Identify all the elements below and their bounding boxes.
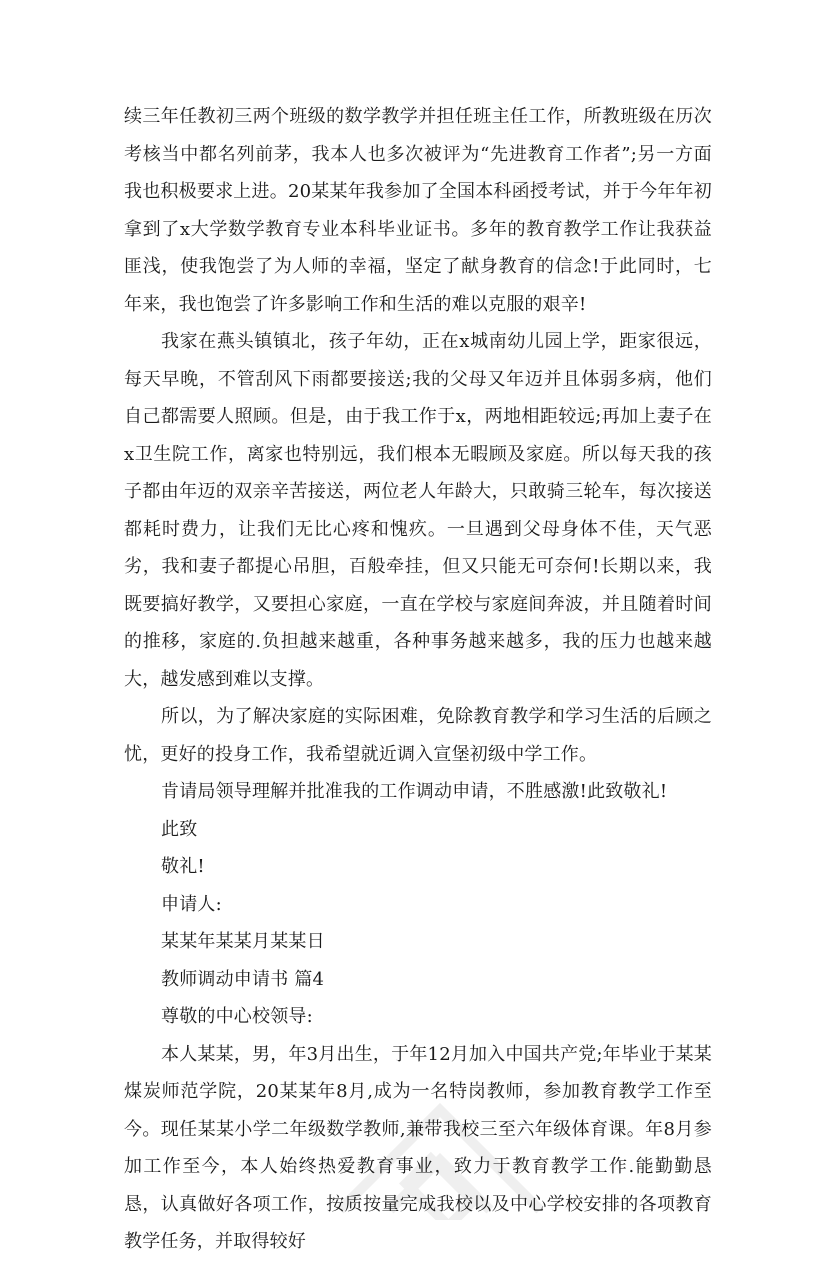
paragraph-request: 肯请局领导理解并批准我的工作调动申请，不胜感激!此致敬礼! (161, 781, 668, 802)
salutation: 尊敬的中心校领导: (161, 1006, 313, 1027)
section-title: 教师调动申请书 篇4 (161, 968, 325, 990)
applicant-label: 申请人: (161, 893, 222, 915)
paragraph-family-situation: 我家在燕头镇镇北，孩子年幼，正在x城南幼儿园上学，距家很远，每天早晚，不管刮风下雨都要接送;我的父母又年迈并且体弱多病，他们自己都需要人照顾。但是，由于我工作于x，两地相距较远;再加上妻子在x卫生院工作，离家也特别远，我们根本无暇顾及家庭。所以每天我的孩子都由年迈的双亲辛苦接送，两位老人年龄大，只敢骑三轮车，每次接送都耗时费力，让我们无比心疼和愧疚。一旦遇到父母身体不佳，天气恶劣，我和妻子都提心吊胆，百般牵挂，但又只能无可奈何!长期以来，我既要搞好教学，又要担心家庭，一直在学校与家庭间奔波，并且随着时间的推移，家庭的.负担越来越重，各种事务越来越多，我的压力也越来越大，越发感到难以支撑。 (124, 331, 712, 690)
paragraph-experience: 续三年任教初三两个班级的数学教学并担任班主任工作，所教班级在历次考核当中都名列前茅，我本人也多次被评为“先进教育工作者”;另一方面我也积极要求上进。20某某年我参加了全国本科函授考试，并于今年年初拿到了x大学数学教育专业本科毕业证书。多年的教育教学工作让我获益匪浅，使我饱尝了为人师的幸福，坚定了献身教育的信念!于此同时，七年来，我也饱尝了许多影响工作和生活的难以克服的艰辛! (124, 106, 712, 315)
closing-line-jing-li: 敬礼! (161, 856, 205, 877)
date-line: 某某年某某月某某日 (161, 931, 325, 952)
closing-line-ci-zhi: 此致 (161, 818, 198, 840)
paragraph-request-reason: 所以，为了解决家庭的实际困难，免除教育教学和学习生活的后顾之忧，更好的投身工作，我希望就近调入宣堡初级中学工作。 (124, 706, 712, 765)
watermark-logo-icon (300, 1080, 580, 1220)
watermark-shape (340, 1110, 540, 1220)
paragraph-self-introduction: 本人某某，男，年3月出生，于年12月加入中国共产党;年毕业于某某煤炭师范学院，20某某年8月,成为一名特岗教师，参加教育教学工作至今。现任某某小学二年级数学教师,兼带我校三至六年级体育课。年8月参加工作至今，本人始终热爱教育事业，致力于教育教学工作.能勤勤恳恳，认真做好各项工作，按质按量完成我校以及中心学校安排的各项教育教学任务，并取得较好 (124, 1043, 712, 1252)
